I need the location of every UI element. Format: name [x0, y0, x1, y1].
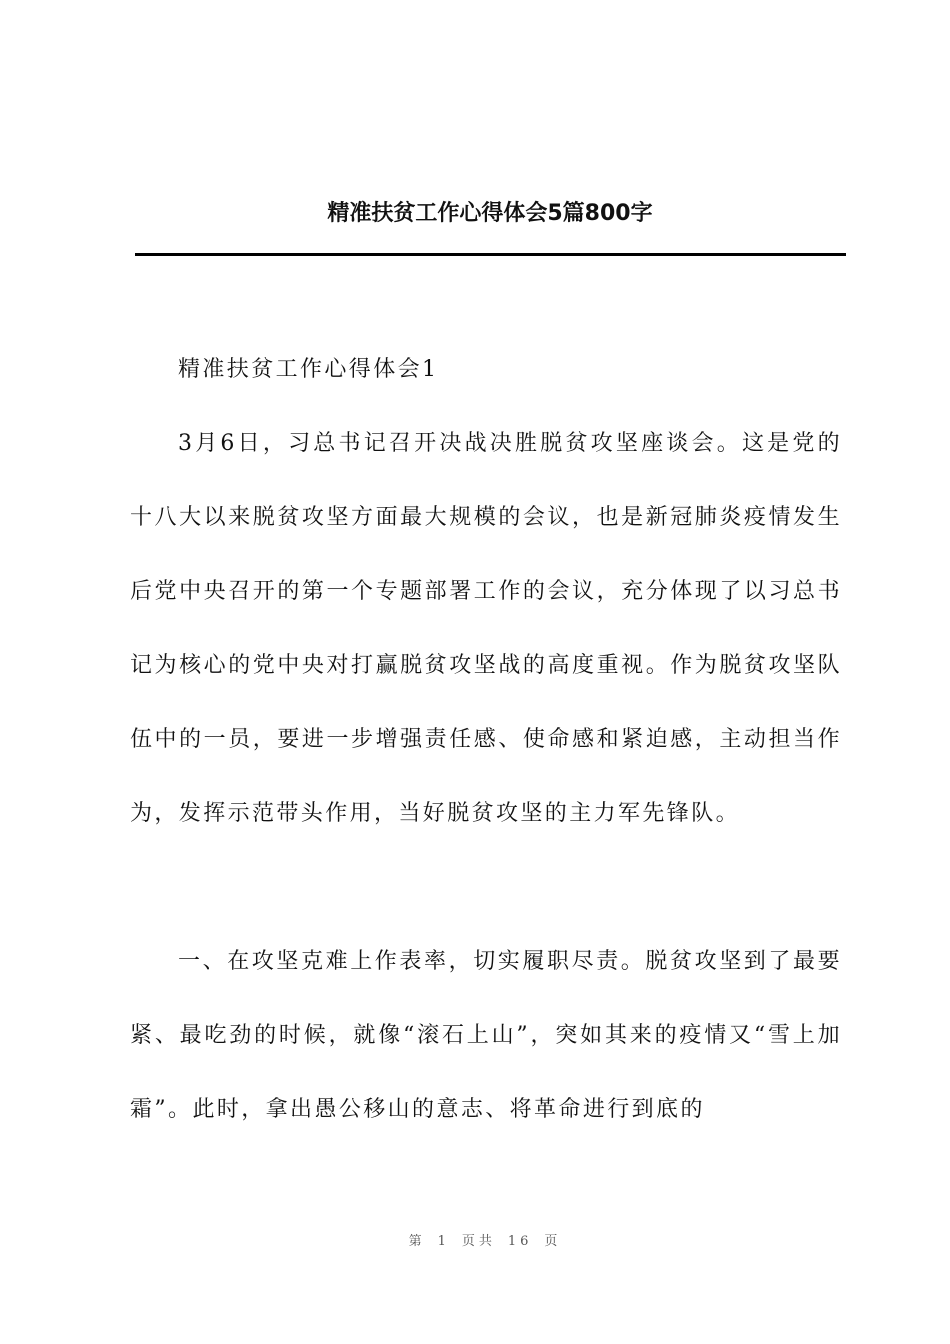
footer-total-pages: 16 — [507, 1234, 533, 1249]
footer-current-page: 1 — [437, 1234, 450, 1249]
footer-prefix: 第 — [408, 1234, 426, 1249]
section-heading: 精准扶贫工作心得体会1 — [178, 357, 439, 382]
footer-middle: 页共 — [461, 1234, 496, 1249]
body-paragraph: 一、在攻坚克难上作表率，切实履职尽责。脱贫攻坚到了最要紧、最吃劲的时候，就像“滚石上山”，突如其来的疫情又“雪上加霜”。此时，拿出愚公移山的意志、将革命进行到底的 — [130, 949, 842, 1122]
footer-suffix: 页 — [544, 1234, 562, 1249]
body-paragraph: 3月6日，习总书记召开决战决胜脱贫攻坚座谈会。这是党的十八大以来脱贫攻坚方面最大规模的会议，也是新冠肺炎疫情发生后党中央召开的第一个专题部署工作的会议，充分体现了以习总书记为核心的党中央对打赢脱贫攻坚战的高度重视。作为脱贫攻坚队伍中的一员，要进一步增强责任感、使命感和紧迫感，主动担当作为，发挥示范带头作用，当好脱贫攻坚的主力军先锋队。 — [130, 431, 842, 826]
title-underline-rule — [135, 253, 846, 256]
document-title: 精准扶贫工作心得体会5篇800字 — [327, 201, 653, 226]
page-number-footer — [0, 1230, 950, 1249]
